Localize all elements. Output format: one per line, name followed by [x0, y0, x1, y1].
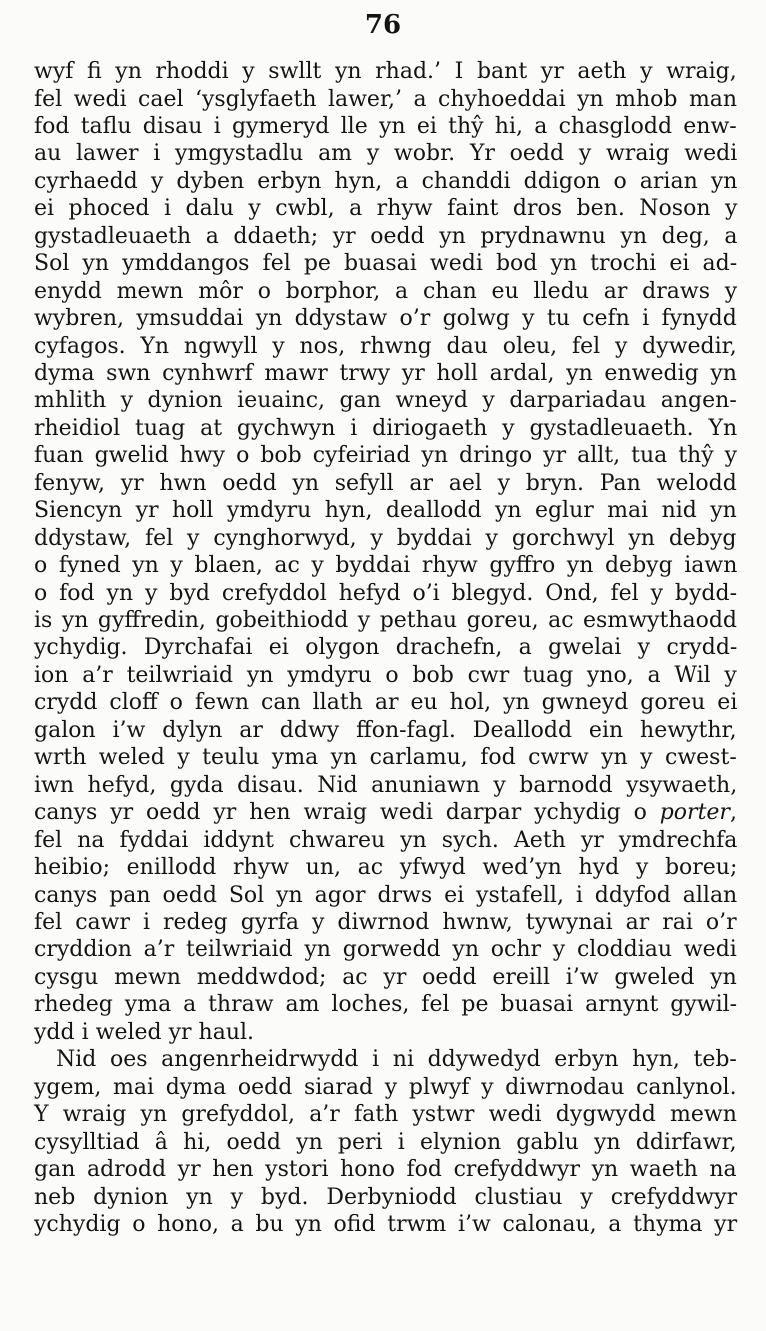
text-line: canys pan oedd Sol yn agor drws ei ystafell, i ddyfod allan — [34, 882, 738, 908]
text-line: cysylltiad â hi, oedd yn peri i elynion gablu yn ddirfawr, — [34, 1129, 737, 1155]
italic-word: porter — [659, 800, 730, 826]
text-line: cyfagos. Yn ngwyll y nos, rhwng dau oleu, fel y dywedir, — [34, 333, 737, 359]
text-line: fenyw, yr hwn oedd yn sefyll ar ael y bryn. Pan welodd — [34, 470, 737, 496]
text-line: fel na fyddai iddynt chwareu yn sych. Aeth yr ymdrechfa — [34, 827, 738, 853]
text-line: fel cawr i redeg gyrfa y diwrnod hwnw, tywynai ar rai o’r — [34, 909, 737, 935]
text-line: o fyned yn y blaen, ac y byddai rhyw gyffro yn debyg iawn — [34, 553, 738, 579]
text-line: Sol yn ymddangos fel pe buasai wedi bod yn trochi ei ad- — [34, 251, 738, 277]
text-line: enydd mewn môr o borphor, a chan eu lledu ar draws y — [34, 278, 738, 304]
text-line: wrth weled y teulu yma yn carlamu, fod cwrw yn y cwest- — [34, 745, 737, 771]
text-line: cryddion a’r teilwriaid yn gorwedd yn ochr y cloddiau wedi — [34, 937, 737, 963]
text-line: neb dynion yn y byd. Derbyniodd clustiau y crefyddwyr — [34, 1184, 738, 1210]
text-line: cyrhaedd y dyben erbyn hyn, a chanddi ddigon o arian yn — [34, 168, 738, 194]
text-line: fuan gwelid hwy o bob cyfeiriad yn dringo yr allt, tua thŷ y — [34, 443, 738, 469]
text-line: rhedeg yma a thraw am loches, fel pe buasai arnynt gywil- — [34, 992, 738, 1018]
text-line: galon i’w dylyn ar ddwy ffon-fagl. Deallodd ein hewythr, — [34, 717, 737, 743]
text-line: au lawer i ymgystadlu am y wobr. Yr oedd y wraig wedi — [34, 141, 738, 167]
text-line: dyma swn cynhwrf mawr trwy yr holl ardal, yn enwedig yn — [34, 360, 737, 386]
text-line: ychydig. Dyrchafai ei olygon drachefn, a gwelai y crydd- — [34, 635, 738, 661]
text-line: gystadleuaeth a ddaeth; yr oedd yn prydnawnu yn deg, a — [34, 223, 738, 249]
text-line: wybren, ymsuddai yn ddystaw o’r golwg y tu cefn i fynydd — [34, 306, 737, 331]
text-line: ygem, mai dyma oedd siarad y plwyf y diwrnodau canlynol. — [34, 1074, 737, 1100]
text-line: mhlith y dynion ieuainc, gan wneyd y darpariadau angen- — [34, 388, 737, 414]
text-line: ion a’r teilwriaid yn ymdyru o bob cwr tuag yno, a Wil y — [34, 662, 737, 688]
text-line: gan adrodd yr hen ystori hono fod crefyddwyr yn waeth na — [34, 1157, 737, 1182]
text-line: cysgu mewn meddwdod; ac yr oedd ereill i’w gweled yn — [34, 964, 737, 990]
text-line: is yn gyffredin, gobeithiodd y pethau goreu, ac esmwythaodd — [34, 608, 738, 633]
text-line: ddystaw, fel y cynghorwyd, y byddai y gorchwyl yn debyg — [34, 525, 737, 551]
text-line: iwn hefyd, gyda disau. Nid anuniawn y barnodd ysywaeth, — [34, 772, 738, 798]
text-line: ydd i weled yr haul. — [34, 1019, 255, 1045]
text-line: rheidiol tuag at gychwyn i diriogaeth y gystadleuaeth. Yn — [34, 415, 738, 441]
text-line: Nid oes angenrheidrwydd i ni ddywedyd erbyn hyn, teb- — [56, 1047, 737, 1073]
text-line: fod taflu disau i gymeryd lle yn ei thŷ hi, a chasglodd enw- — [34, 113, 737, 139]
text-line: ei phoced i dalu y cwbl, a rhyw faint dros ben. Noson y — [34, 196, 738, 222]
text-line: ychydig o hono, a bu yn ofid trwm i’w calonau, a thyma yr — [34, 1211, 738, 1237]
text-line: wyf fi yn rhoddi y swllt yn rhad.’ I bant yr aeth y wraig, — [34, 59, 737, 84]
text-line: o fod yn y byd crefyddol hefyd o’i blegyd. Ond, fel y bydd- — [34, 580, 738, 606]
text-line: Y wraig yn grefyddol, a’r fath ystwr wedi dygwydd mewn — [34, 1102, 737, 1128]
text-line: crydd cloff o fewn can llath ar eu hol, yn gwneyd goreu ei — [34, 690, 738, 716]
text-line: fel wedi cael ‘ysglyfaeth lawer,’ a chyhoeddai yn mhob man — [34, 86, 738, 112]
text-line: Siencyn yr holl ymdyru hyn, deallodd yn eglur mai nid yn — [34, 498, 737, 524]
page-number: 76 — [364, 10, 402, 40]
text-line: heibio; enillodd rhyw un, ac yfwyd wed’yn hyd y boreu; — [34, 855, 738, 880]
text-line: canys yr oedd yr hen wraig wedi darpar ychydig o porter, — [34, 800, 737, 826]
